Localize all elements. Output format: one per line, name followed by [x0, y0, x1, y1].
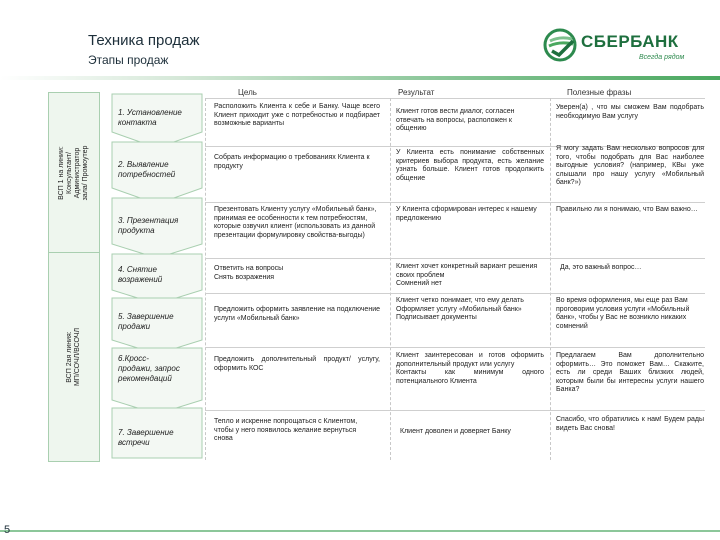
sberbank-logo [543, 28, 693, 68]
row-3-phrases: Правильно ли я понимаю, что Вам важно… [556, 206, 698, 213]
row-6-phrases: Предлагаем Вам дополнительно оформить… Это поможет Вам… Скажите, есть ли среди Ваших близких людей, которым были бы интересны услуги нашего Банка? [556, 352, 704, 394]
header-divider [0, 76, 720, 80]
column-divider [550, 98, 551, 460]
row-7-result: Клиент доволен и доверяет Банку [400, 428, 511, 435]
row-3-goal: Презентовать Клиенту услугу «Мобильный банк», принимая ее особенности к тем потребностям, которые озвучил клиент (использовать из данной презентации формулировку свойства-выгоды) [214, 206, 377, 239]
column-divider [390, 98, 391, 460]
row-divider [205, 410, 705, 411]
sidebar-second-line [48, 252, 100, 462]
row-1-phrases: Уверен(а) , что мы сможем Вам подобрать необходимую Вам услугу [556, 104, 704, 120]
sberbank-logo-icon [543, 28, 577, 62]
row-divider [205, 347, 705, 348]
row-2-result: У Клиента есть понимание собственных критериев выбора продукта, есть желание узнать больше. Клиент готов продолжить общение [396, 149, 544, 182]
sidebar-first-line-label: ВСП 1 на линии: Консультант/ Администратор зала/ Промоутер [58, 145, 89, 201]
logo-tagline: Всегда рядом [639, 54, 685, 61]
row-1-result: Клиент готов вести диалог, согласен отвечать на вопросы, расположен к общению [396, 108, 515, 133]
page-number: 5 [4, 524, 11, 536]
row-4-goal: Ответить на вопросы Снять возражения [214, 265, 284, 281]
row-6-goal: Предложить дополнительный продукт/ услугу, оформить КОС [214, 356, 380, 372]
column-header-goal: Цель [238, 88, 257, 97]
sidebar-second-line-label: ВСП 2ая линия: МП/СОЧЛ/ВСОЧЛ [66, 327, 81, 387]
stage-label-5: 5. Завершение продажи [118, 312, 174, 331]
table-header-line [205, 98, 705, 99]
page-subtitle: Этапы продаж [88, 53, 169, 67]
row-4-result: Клиент хочет конкретный вариант решения своих проблем Сомнений нет [396, 263, 538, 288]
row-3-result: У Клиента сформирован интерес к нашему предложению [396, 206, 537, 222]
stage-label-1: 1. Установление контакта [118, 108, 182, 127]
stage-label-7: 7. Завершение встречи [118, 428, 174, 447]
row-7-phrases: Спасибо, что обратились к нам! Будем рады видеть Вас снова! [556, 416, 704, 432]
row-6-result: Клиент заинтересован и готов оформить дополнительный продукт или услугу Контакты как минимум одного потенциального Клиента [396, 352, 544, 385]
row-5-result: Клиент четко понимает, что ему делать Оформляет услугу «Мобильный банк» Подписывает документы [396, 297, 524, 322]
row-divider [205, 202, 705, 203]
logo-name: СБЕРБАНК [581, 32, 679, 51]
stage-label-6: 6.Кросс-продажи, запрос рекомендаций [118, 354, 180, 383]
row-2-phrases: Я могу задать Вам несколько вопросов для того, чтобы подобрать для Вас наиболее выгодные условия? (например, КВы уже слышали про нашу услугу «Мобильный банк?») [556, 145, 704, 187]
row-4-phrases: Да, это важный вопрос… [560, 264, 642, 271]
row-5-goal: Предложить оформить заявление на подключение услуги «Мобильный банк» [214, 306, 380, 322]
row-5-phrases: Во время оформления, мы еще раз Вам проговорим условия услуги «Мобильный банк», чтобы у Вас не возникло никаких сомнений [556, 297, 690, 330]
row-7-goal: Тепло и искренне попрощаться с Клиентом, чтобы у него появилось желание вернуться снова [214, 418, 358, 443]
sidebar-first-line [48, 92, 100, 254]
footer-divider [0, 530, 720, 532]
stage-label-2: 2. Выявление потребностей [118, 160, 176, 179]
row-divider [205, 293, 705, 294]
stage-label-4: 4. Снятие возражений [118, 265, 163, 284]
column-header-phrases: Полезные фразы [567, 88, 632, 97]
stage-label-3: 3. Презентация продукта [118, 216, 179, 235]
row-1-goal: Расположить Клиента к себе и Банку. Чаще всего Клиент приходит уже с потребностью и подбирает возможные варианты [214, 103, 380, 128]
row-divider [205, 258, 705, 259]
page-title: Техника продаж [88, 32, 200, 49]
row-2-goal: Собрать информацию о требованиях Клиента к продукту [214, 154, 370, 170]
column-header-result: Результат [398, 88, 435, 97]
